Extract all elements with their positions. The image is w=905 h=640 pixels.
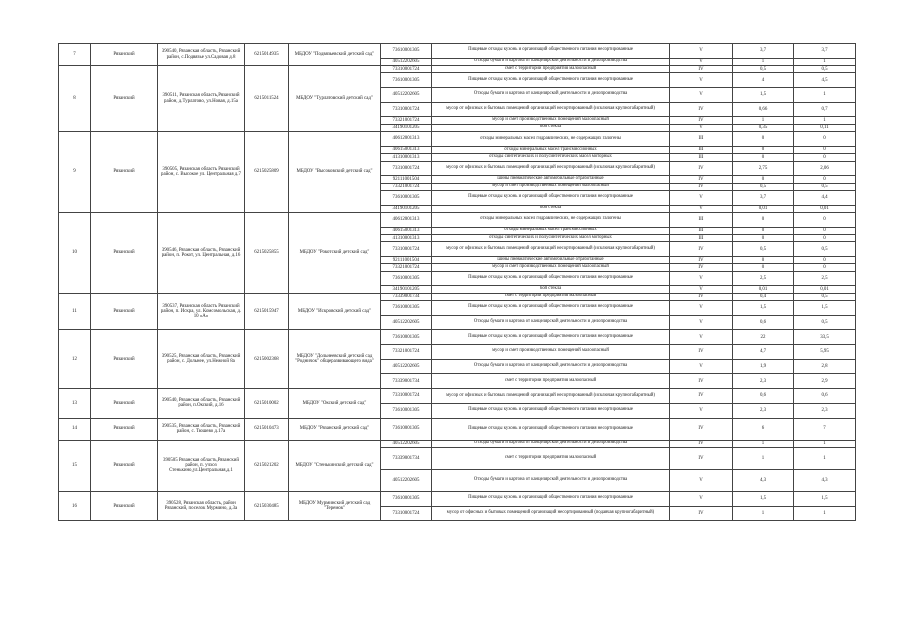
waste-name-cell: отходы синтетических и полусинтетических масел моторных bbox=[432, 154, 670, 161]
hazard-class-cell: IV bbox=[670, 389, 733, 404]
organization-cell: МБДОУ Мурминский детский сад "Теремок" bbox=[289, 492, 381, 521]
waste-code-cell: 73310001724 bbox=[381, 242, 432, 257]
hazard-class-cell: V bbox=[670, 469, 733, 491]
amount-1-cell: 2,3 bbox=[733, 374, 794, 389]
hazard-class-cell: IV bbox=[670, 256, 733, 263]
hazard-class-cell: V bbox=[670, 190, 733, 205]
waste-code-cell: 34190101205 bbox=[381, 205, 432, 212]
amount-1-cell: 0,35 bbox=[733, 124, 794, 131]
waste-name-cell: Отходы бумаги и картона от канцелярской деятельности и делопроизводства bbox=[432, 315, 670, 330]
table-row bbox=[59, 212, 856, 227]
waste-name-cell: бой стекла bbox=[432, 205, 670, 212]
table-row bbox=[59, 389, 856, 404]
hazard-class-cell: III bbox=[670, 234, 733, 241]
waste-name-cell: Пищевые отходы кухонь и организаций общественного питания несортированные bbox=[432, 73, 670, 88]
organization-cell: МБДОУ "Рязанский детский сад" bbox=[289, 418, 381, 440]
waste-code-cell: 73610001305 bbox=[381, 418, 432, 440]
row-number: 15 bbox=[59, 440, 91, 491]
inn-cell: 6215010002 bbox=[245, 389, 289, 418]
row-number: 13 bbox=[59, 389, 91, 418]
amount-1-cell: 1,9 bbox=[733, 359, 794, 374]
row-number: 7 bbox=[59, 44, 91, 66]
amount-2-cell: 7 bbox=[794, 418, 856, 440]
district-cell: Рязанский bbox=[91, 44, 158, 66]
hazard-class-cell: III bbox=[670, 132, 733, 147]
amount-1-cell: 4 bbox=[733, 73, 794, 88]
amount-2-cell: 0 bbox=[794, 132, 856, 147]
amount-1-cell: 3,7 bbox=[733, 190, 794, 205]
amount-2-cell: 4,3 bbox=[794, 469, 856, 491]
amount-2-cell: 3,7 bbox=[794, 44, 856, 59]
waste-code-cell: 73610001305 bbox=[381, 190, 432, 205]
row-number: 9 bbox=[59, 132, 91, 213]
waste-code-cell: 40512202605 bbox=[381, 359, 432, 374]
amount-2-cell: 1 bbox=[794, 58, 856, 65]
hazard-class-cell: V bbox=[670, 492, 733, 507]
hazard-class-cell: V bbox=[670, 205, 733, 212]
row-number: 8 bbox=[59, 66, 91, 132]
waste-name-cell: мусор от офисных и бытовых помещений организаций несортированный (исключая крупногабаритный) bbox=[432, 242, 670, 257]
waste-name-cell: шины пневматические автомобильные отработанные bbox=[432, 256, 670, 263]
hazard-class-cell: IV bbox=[670, 264, 733, 271]
table-row bbox=[59, 293, 856, 300]
amount-2-cell: 2,3 bbox=[794, 403, 856, 418]
amount-1-cell: 0,5 bbox=[733, 183, 794, 190]
hazard-class-cell: V bbox=[670, 124, 733, 131]
amount-2-cell: 0 bbox=[794, 227, 856, 234]
hazard-class-cell: V bbox=[670, 88, 733, 103]
amount-1-cell: 4,7 bbox=[733, 345, 794, 360]
waste-name-cell: Пищевые отходы кухонь и организаций общественного питания несортированные bbox=[432, 271, 670, 286]
amount-2-cell: 0,5 bbox=[794, 183, 856, 190]
amount-2-cell: 0 bbox=[794, 212, 856, 227]
waste-name-cell: отходы минеральных масел трансмиссионных bbox=[432, 227, 670, 234]
waste-name-cell: мусор от офисных и бытовых помещений организаций несортированный (исключая крупногабаритный) bbox=[432, 102, 670, 117]
amount-1-cell: 0,01 bbox=[733, 205, 794, 212]
waste-code-cell: 40615001313 bbox=[381, 146, 432, 153]
waste-code-cell: 40612001313 bbox=[381, 132, 432, 147]
amount-1-cell: 1 bbox=[733, 506, 794, 521]
amount-2-cell: 0 bbox=[794, 154, 856, 161]
organization-cell: МБДОУ "Окский детский сад" bbox=[289, 389, 381, 418]
waste-name-cell: Пищевые отходы кухонь и организаций общественного питания несортированные bbox=[432, 44, 670, 59]
amount-2-cell: 1 bbox=[794, 88, 856, 103]
address-cell: 390505 Рязанская область,Рязанский район, п. учхоз Стенькино,ул.Центральная,д.1 bbox=[158, 440, 245, 491]
amount-1-cell: 6 bbox=[733, 418, 794, 440]
address-cell: 390537, Рязанская область Рязанский район, п. Искра, ул. Комсомольская, д. 10 «А» bbox=[158, 293, 245, 330]
hazard-class-cell: V bbox=[670, 359, 733, 374]
organization-cell: МБДОУ "Рокотский детский сад" bbox=[289, 212, 381, 293]
hazard-class-cell: IV bbox=[670, 506, 733, 521]
organization-cell: МБДОУ "Искровский детский сад" bbox=[289, 293, 381, 330]
district-cell: Рязанский bbox=[91, 212, 158, 293]
amount-2-cell: 2,8 bbox=[794, 359, 856, 374]
waste-name-cell: Отходы бумаги и картона от канцелярской деятельности и делопроизводства bbox=[432, 440, 670, 447]
hazard-class-cell: IV bbox=[670, 242, 733, 257]
amount-2-cell: 0,5 bbox=[794, 293, 856, 300]
inn-cell: 6215025855 bbox=[245, 212, 289, 293]
waste-name-cell: смет с территории предприятия малоопасный bbox=[432, 374, 670, 389]
hazard-class-cell: V bbox=[670, 73, 733, 88]
amount-1-cell: 0,6 bbox=[733, 389, 794, 404]
amount-2-cell: 5,95 bbox=[794, 345, 856, 360]
waste-code-cell: 40615001313 bbox=[381, 227, 432, 234]
amount-1-cell: 0 bbox=[733, 146, 794, 153]
waste-code-cell: 73321001724 bbox=[381, 345, 432, 360]
waste-name-cell: Отходы бумаги и картона от канцелярской деятельности и делопроизводства bbox=[432, 469, 670, 491]
hazard-class-cell: V bbox=[670, 271, 733, 286]
waste-code-cell: 73310001724 bbox=[381, 506, 432, 521]
waste-code-cell: 73310001724 bbox=[381, 102, 432, 117]
waste-name-cell: отходы синтетических и полусинтетических масел моторных bbox=[432, 234, 670, 241]
waste-code-cell: 92111001504 bbox=[381, 176, 432, 183]
waste-code-cell: 73610001305 bbox=[381, 330, 432, 345]
amount-2-cell: 2,5 bbox=[794, 271, 856, 286]
waste-code-cell: 92111001504 bbox=[381, 256, 432, 263]
waste-code-cell: 73339001734 bbox=[381, 374, 432, 389]
hazard-class-cell: IV bbox=[670, 117, 733, 124]
hazard-class-cell: V bbox=[670, 330, 733, 345]
district-cell: Рязанский bbox=[91, 492, 158, 521]
waste-name-cell: Пищевые отходы кухонь и организаций общественного питания несортированные bbox=[432, 403, 670, 418]
waste-code-cell: 40512202605 bbox=[381, 315, 432, 330]
amount-2-cell: 0,01 bbox=[794, 286, 856, 293]
amount-1-cell: 0,6 bbox=[733, 315, 794, 330]
amount-1-cell: 0 bbox=[733, 264, 794, 271]
amount-2-cell: 1,5 bbox=[794, 492, 856, 507]
amount-1-cell: 0 bbox=[733, 256, 794, 263]
hazard-class-cell: V bbox=[670, 301, 733, 316]
hazard-class-cell: IV bbox=[670, 447, 733, 469]
table-row bbox=[59, 66, 856, 73]
waste-code-cell: 73321001724 bbox=[381, 117, 432, 124]
amount-1-cell: 1 bbox=[733, 447, 794, 469]
amount-2-cell: 2,06 bbox=[794, 161, 856, 176]
amount-1-cell: 2,75 bbox=[733, 161, 794, 176]
waste-name-cell: бой стекла bbox=[432, 124, 670, 131]
waste-code-cell: 40512202605 bbox=[381, 58, 432, 65]
amount-1-cell: 0 bbox=[733, 234, 794, 241]
amount-1-cell: 0 bbox=[733, 154, 794, 161]
hazard-class-cell: III bbox=[670, 212, 733, 227]
hazard-class-cell: V bbox=[670, 403, 733, 418]
amount-1-cell: 2,3 bbox=[733, 403, 794, 418]
address-cell: 390505, Рязанская область Рязанский район, с. Высокое ул. Центральная д.7 bbox=[158, 132, 245, 213]
waste-code-cell: 40612001313 bbox=[381, 212, 432, 227]
waste-code-cell: 41310001313 bbox=[381, 234, 432, 241]
table-row bbox=[59, 492, 856, 507]
row-number: 16 bbox=[59, 492, 91, 521]
district-cell: Рязанский bbox=[91, 66, 158, 132]
amount-1-cell: 0,01 bbox=[733, 286, 794, 293]
amount-2-cell: 0,01 bbox=[794, 205, 856, 212]
waste-code-cell: 73610001305 bbox=[381, 271, 432, 286]
waste-name-cell: смет с территории предприятия малоопасный bbox=[432, 447, 670, 469]
amount-2-cell: 0 bbox=[794, 264, 856, 271]
row-number: 14 bbox=[59, 418, 91, 440]
waste-code-cell: 73610001305 bbox=[381, 73, 432, 88]
address-cell: 390511, Рязанская область,Рязанский район, д.Турлатово, ул.Новая, д.15а bbox=[158, 66, 245, 132]
inn-cell: 6215014935 bbox=[245, 44, 289, 66]
waste-name-cell: мусор и смет производственных помещений малоопасный bbox=[432, 117, 670, 124]
amount-1-cell: 1 bbox=[733, 440, 794, 447]
inn-cell: 6215030485 bbox=[245, 492, 289, 521]
waste-name-cell: мусор от офисных и бытовых помещений организаций несортированный (исключая крупногабаритный) bbox=[432, 389, 670, 404]
amount-1-cell: 1,5 bbox=[733, 492, 794, 507]
waste-name-cell: отходы минеральных масел гидравлических, не содержащих галогены bbox=[432, 212, 670, 227]
waste-code-cell: 34190101205 bbox=[381, 286, 432, 293]
waste-name-cell: отходы минеральных масел гидравлических, не содержащих галогены bbox=[432, 132, 670, 147]
amount-1-cell: 1,5 bbox=[733, 88, 794, 103]
hazard-class-cell: V bbox=[670, 44, 733, 59]
row-number: 10 bbox=[59, 212, 91, 293]
amount-1-cell: 0,5 bbox=[733, 66, 794, 73]
waste-code-cell: 73339001734 bbox=[381, 447, 432, 469]
inn-cell: 6215011524 bbox=[245, 66, 289, 132]
waste-name-cell: Пищевые отходы кухонь и организаций общественного питания несортированные bbox=[432, 190, 670, 205]
amount-1-cell: 3,7 bbox=[733, 44, 794, 59]
waste-name-cell: Пищевые отходы кухонь и организаций общественного питания несортированные bbox=[432, 301, 670, 316]
hazard-class-cell: IV bbox=[670, 418, 733, 440]
amount-1-cell: 0,66 bbox=[733, 102, 794, 117]
amount-1-cell: 1 bbox=[733, 117, 794, 124]
amount-2-cell: 0 bbox=[794, 176, 856, 183]
hazard-class-cell: IV bbox=[670, 293, 733, 300]
waste-name-cell: бой стекла bbox=[432, 286, 670, 293]
waste-code-cell: 40512202605 bbox=[381, 440, 432, 447]
amount-2-cell: 0,7 bbox=[794, 102, 856, 117]
hazard-class-cell: IV bbox=[670, 345, 733, 360]
organization-cell: МБДОУ "Дольнеевский детский сад "Родничок" общеразвивающего вида" bbox=[289, 330, 381, 389]
district-cell: Рязанский bbox=[91, 389, 158, 418]
amount-2-cell: 4,5 bbox=[794, 73, 856, 88]
hazard-class-cell: III bbox=[670, 154, 733, 161]
amount-2-cell: 1 bbox=[794, 440, 856, 447]
waste-name-cell: отходы минеральных масел трансмиссионных bbox=[432, 146, 670, 153]
waste-code-cell: 73321001724 bbox=[381, 264, 432, 271]
waste-name-cell: шины пневматические автомобильные отработанные bbox=[432, 176, 670, 183]
inn-cell: 6215015947 bbox=[245, 293, 289, 330]
amount-2-cell: 0 bbox=[794, 146, 856, 153]
hazard-class-cell: IV bbox=[670, 183, 733, 190]
amount-2-cell: 1 bbox=[794, 117, 856, 124]
amount-2-cell: 33,5 bbox=[794, 330, 856, 345]
hazard-class-cell: V bbox=[670, 286, 733, 293]
hazard-class-cell: IV bbox=[670, 161, 733, 176]
amount-2-cell: 0,5 bbox=[794, 66, 856, 73]
amount-1-cell: 0,4 bbox=[733, 293, 794, 300]
amount-1-cell: 0,5 bbox=[733, 242, 794, 257]
hazard-class-cell: III bbox=[670, 146, 733, 153]
district-cell: Рязанский bbox=[91, 132, 158, 213]
amount-1-cell: 1 bbox=[733, 58, 794, 65]
waste-name-cell: Отходы бумаги и картона от канцелярской деятельности и делопроизводства bbox=[432, 88, 670, 103]
organization-cell: МБДОУ "Турлатовский детский сад" bbox=[289, 66, 381, 132]
amount-2-cell: 0 bbox=[794, 256, 856, 263]
hazard-class-cell: IV bbox=[670, 102, 733, 117]
table-row bbox=[59, 44, 856, 59]
waste-name-cell: Пищевые отходы кухонь и организаций общественного питания несортированные bbox=[432, 330, 670, 345]
address-cell: 390546, Рязанская область, Рязанский район, п. Рокот, ул. Центральная, д.16 bbox=[158, 212, 245, 293]
waste-code-cell: 73339001734 bbox=[381, 293, 432, 300]
hazard-class-cell: IV bbox=[670, 66, 733, 73]
row-number: 11 bbox=[59, 293, 91, 330]
hazard-class-cell: IV bbox=[670, 176, 733, 183]
waste-code-cell: 41310001313 bbox=[381, 154, 432, 161]
address-cell: 390525, Рязанская область, Рязанский район, с. Дольнее, ул.Нежной 8а bbox=[158, 330, 245, 389]
inn-cell: 6215021202 bbox=[245, 440, 289, 491]
address-cell: 390540, Рязанская область, Рязанский район, п.Окский, д.16 bbox=[158, 389, 245, 418]
district-cell: Рязанский bbox=[91, 418, 158, 440]
waste-code-cell: 40512202605 bbox=[381, 88, 432, 103]
waste-code-cell: 73310001724 bbox=[381, 389, 432, 404]
amount-1-cell: 0 bbox=[733, 132, 794, 147]
amount-1-cell: 4,3 bbox=[733, 469, 794, 491]
waste-name-cell: мусор от офисных и бытовых помещений организаций несортированный (подавчая крупногабаритный) bbox=[432, 506, 670, 521]
waste-code-cell: 40512202605 bbox=[381, 469, 432, 491]
address-cell: 390535, Рязанская область, Рязанский район, с. Тюшево д.17а bbox=[158, 418, 245, 440]
district-cell: Рязанский bbox=[91, 293, 158, 330]
amount-2-cell: 4,4 bbox=[794, 190, 856, 205]
amount-2-cell: 1 bbox=[794, 447, 856, 469]
amount-1-cell: 0 bbox=[733, 212, 794, 227]
waste-code-cell: 73610001305 bbox=[381, 492, 432, 507]
waste-name-cell: смет с территории предприятия малоопасный bbox=[432, 293, 670, 300]
waste-code-cell: 73310001724 bbox=[381, 161, 432, 176]
amount-2-cell: 1 bbox=[794, 506, 856, 521]
table-row bbox=[59, 418, 856, 440]
amount-2-cell: 0,5 bbox=[794, 315, 856, 330]
waste-name-cell: мусор и смет производственных помещений малоопасный bbox=[432, 183, 670, 190]
district-cell: Рязанский bbox=[91, 330, 158, 389]
waste-code-cell: 73610001305 bbox=[381, 44, 432, 59]
hazard-class-cell: IV bbox=[670, 440, 733, 447]
amount-2-cell: 0,5 bbox=[794, 242, 856, 257]
organization-cell: МБДОУ "Высоковский детский сад" bbox=[289, 132, 381, 213]
waste-code-cell: 34190101205 bbox=[381, 124, 432, 131]
district-cell: Рязанский bbox=[91, 440, 158, 491]
address-cell: 390528, Рязанская область, район Рязанский, поселок Мурмино, д.3а bbox=[158, 492, 245, 521]
amount-1-cell: 22 bbox=[733, 330, 794, 345]
table-row bbox=[59, 440, 856, 447]
waste-name-cell: Пищевые отходы кухонь и организаций общественного питания несортированные bbox=[432, 418, 670, 440]
waste-name-cell: Отходы бумаги и картона от канцелярской деятельности и делопроизводства bbox=[432, 58, 670, 65]
waste-name-cell: смет с территории предприятия малоопасный bbox=[432, 66, 670, 73]
amount-2-cell: 2,9 bbox=[794, 374, 856, 389]
waste-name-cell: мусор и смет производственных помещений малоопасный bbox=[432, 264, 670, 271]
waste-code-cell: 73321001724 bbox=[381, 183, 432, 190]
waste-code-cell: 73310001724 bbox=[381, 66, 432, 73]
amount-2-cell: 0 bbox=[794, 234, 856, 241]
hazard-class-cell: III bbox=[670, 227, 733, 234]
amount-1-cell: 1,5 bbox=[733, 301, 794, 316]
amount-1-cell: 0 bbox=[733, 176, 794, 183]
hazard-class-cell: V bbox=[670, 315, 733, 330]
amount-2-cell: 1,5 bbox=[794, 301, 856, 316]
amount-1-cell: 2,5 bbox=[733, 271, 794, 286]
table-row bbox=[59, 132, 856, 147]
table-row bbox=[59, 330, 856, 345]
waste-code-cell: 73610001305 bbox=[381, 403, 432, 418]
waste-name-cell: мусор и смет производственных помещений малоопасный bbox=[432, 345, 670, 360]
amount-1-cell: 0 bbox=[733, 227, 794, 234]
organization-cell: МБДОУ "Стенькинский детский сад" bbox=[289, 440, 381, 491]
organization-cell: МБДОУ "Подвязьевский детский сад" bbox=[289, 44, 381, 66]
amount-2-cell: 0,6 bbox=[794, 389, 856, 404]
waste-name-cell: Отходы бумаги и картона от канцелярской деятельности и делопроизводства bbox=[432, 359, 670, 374]
address-cell: 390540, Рязанская область, Рязанский район, с.Подвязье ул.Садовая д.8 bbox=[158, 44, 245, 66]
inn-cell: 6215025809 bbox=[245, 132, 289, 213]
inn-cell: 6215010473 bbox=[245, 418, 289, 440]
waste-registry-table bbox=[58, 43, 856, 521]
waste-name-cell: мусор от офисных и бытовых помещений организаций несортированный (исключая крупногабаритный) bbox=[432, 161, 670, 176]
hazard-class-cell: V bbox=[670, 58, 733, 65]
inn-cell: 6215002368 bbox=[245, 330, 289, 389]
waste-name-cell: Пищевые отходы кухонь и организаций общественного питания несортированные bbox=[432, 492, 670, 507]
hazard-class-cell: IV bbox=[670, 374, 733, 389]
amount-2-cell: 0,11 bbox=[794, 124, 856, 131]
row-number: 12 bbox=[59, 330, 91, 389]
waste-code-cell: 73610001305 bbox=[381, 301, 432, 316]
